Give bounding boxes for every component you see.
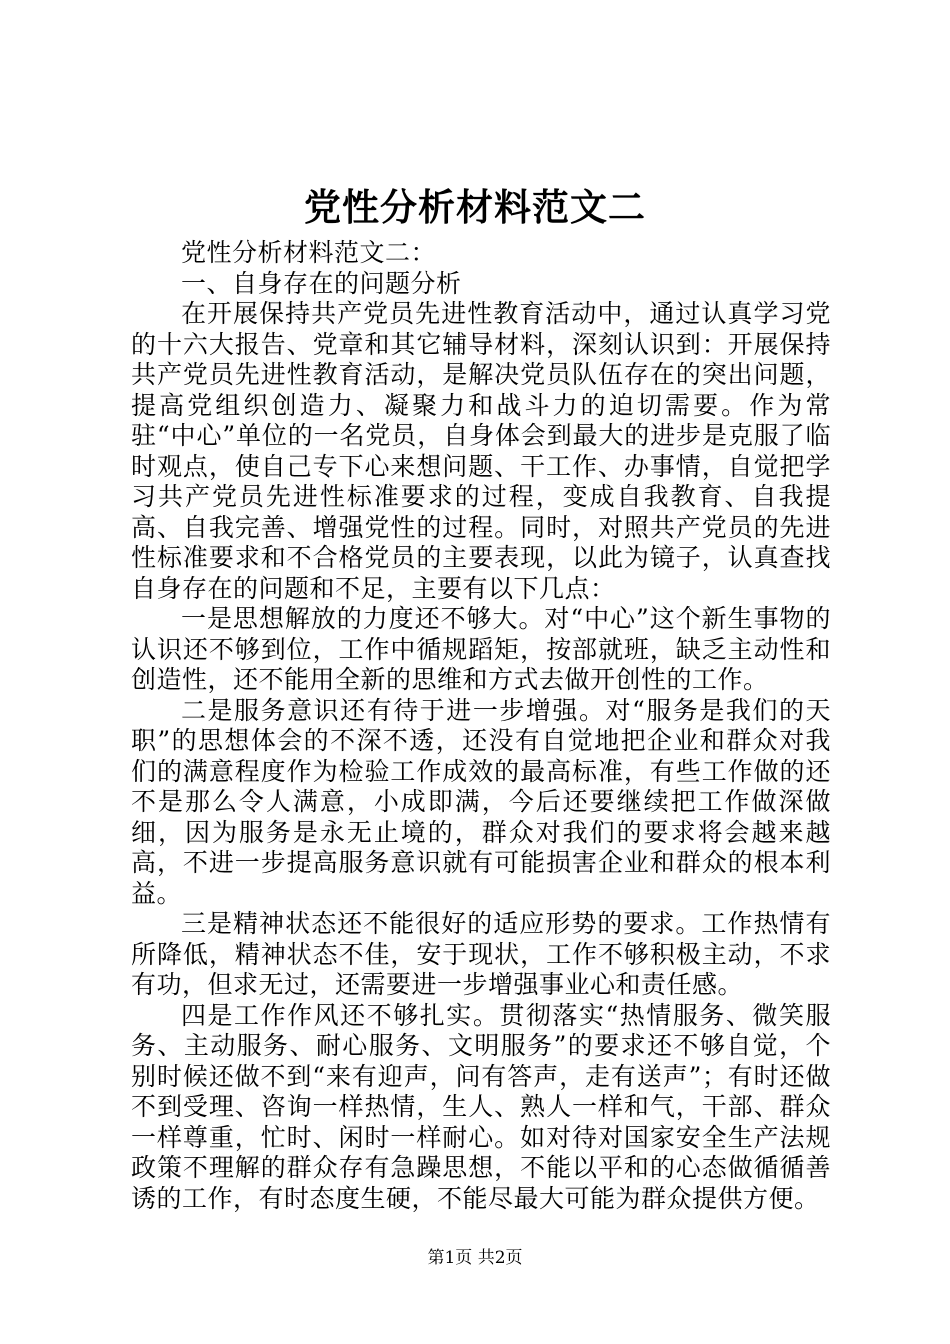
document-body [131,238,831,1214]
paragraph: 四是工作作风还不够扎实。贯彻落实“热情服务、微笑服务、主动服务、耐心服务、文明服务”的要求还不够自觉，个别时候还做不到“来有迎声，问有答声，走有送声”；有时还做不到受理、咨询一样热情，生人、熟人一样和气，干部、群众一样尊重，忙时、闲时一样耐心。如对待对国家安全生产法规政策不理解的群众存有急躁思想，不能以平和的心态做循循善诱的工作，有时态度生硬，不能尽最大可能为群众提供方便。 [131,1000,831,1213]
page-number: 第1页 共2页 [427,1248,523,1268]
paragraph-heading: 党性分析材料范文二： [181,238,437,267]
paragraph: 在开展保持共产党员先进性教育活动中，通过认真学习党的十六大报告、党章和其它辅导材料，深刻认识到：开展保持共产党员先进性教育活动，是解决党员队伍存在的突出问题，提高党组织创造力、凝聚力和战斗力的迫切需要。作为常驻“中心”单位的一名党员，自身体会到最大的进步是克服了临时观点，使自己专下心来想问题、干工作、办事情，自觉把学习共产党员先进性标准要求的过程，变成自我教育、自我提高、自我完善、增强党性的过程。同时，对照共产党员的先进性标准要求和不合格党员的主要表现，以此为镜子，认真查找自身存在的问题和不足，主要有以下几点： [131,299,831,603]
section-heading: 一、自身存在的问题分析 [181,268,462,298]
paragraph: 二是服务意识还有待于进一步增强。对“服务是我们的天职”的思想体会的不深不透，还没有自觉地把企业和群众对我们的满意程度作为检验工作成效的最高标准，有些工作做的还不是那么令人满意，小成即满，今后还要继续把工作做深做细，因为服务是永无止境的，群众对我们的要求将会越来越高，不进一步提高服务意识就有可能损害企业和群众的根本利益。 [131,695,831,908]
paragraph: 一是思想解放的力度还不够大。对“中心”这个新生事物的认识还不够到位，工作中循规蹈矩，按部就班，缺乏主动性和创造性，还不能用全新的思维和方式去做开创性的工作。 [131,604,831,694]
paragraph: 三是精神状态还不能很好的适应形势的要求。工作热情有所降低，精神状态不佳，安于现状，工作不够积极主动，不求有功，但求无过，还需要进一步增强事业心和责任感。 [131,909,831,999]
page-title: 党性分析材料范文二 [304,184,646,229]
